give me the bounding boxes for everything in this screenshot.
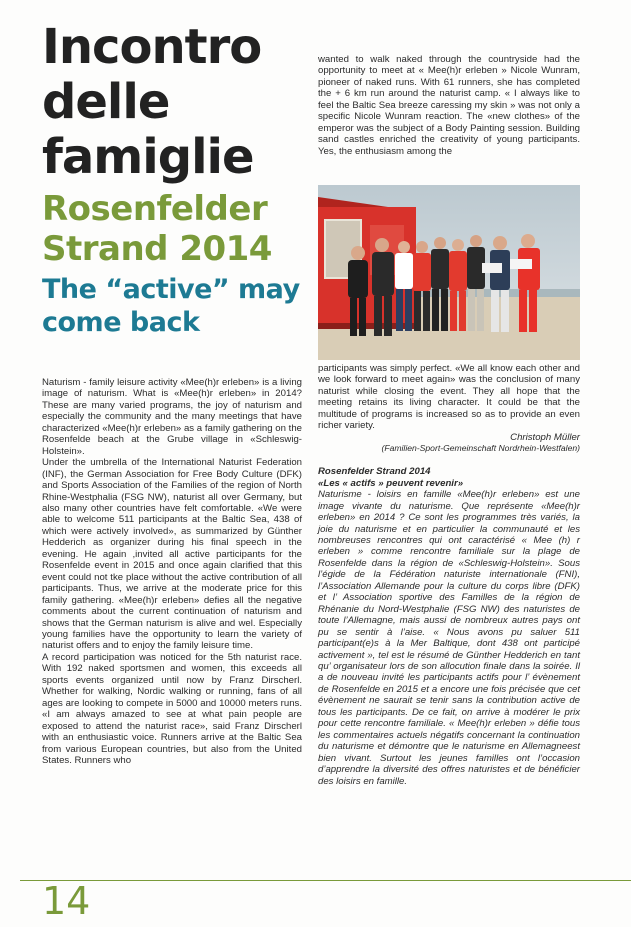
body-paragraph: participants was simply perfect. «We all know each other and we look forward to meet again» was the conclusion of many naturist while closing the event. They all hope that the meeting retains its living character. It could be that the multitude of programs is increased so as to provide an even richer variety. bbox=[318, 363, 580, 432]
body-paragraph: A record participation was noticed for the 5th naturist race. With 192 naked sportsmen and women, this exceeds all sports events organized until now by Franz Dirscherl. Whether for walking, Nordic walking or running, fans of all ages are looking to compete in 5000 and 10000 meters runs. «I am always amazed to see at what pain people are exposed to attend the naturist race», said Franz Dirscherl with an enthusiastic voice. Runners arrive at the Baltic Sea from various European countries, but also from the United States. Runners who bbox=[42, 651, 302, 766]
french-subtitle: «Les « actifs » peuvent revenir» bbox=[318, 477, 464, 489]
group-photo-illustration bbox=[318, 185, 580, 360]
right-column bbox=[318, 54, 580, 157]
page-number: 14 bbox=[42, 879, 91, 923]
french-paragraph: Naturisme - loisirs en famille «Mee(h)r erleben» est une image vivante du naturisme. Que représente «Mee(h)r erleben» en 2014 ? Ce sont les programmes très variés, la joie du naturisme et en particulier la communauté et les nombreuses rencontres qui ont caractérisé « Mee (h) r erleben » comme rencontre familiale sur la plage de Rosenfelde dans la région de «Schleswig-Holstein». Sous l’égide de la Fédération naturiste internationale (FNI), l’Association Allemande pour la culture du corps libre (DFK) et l’ Association sportive des Familles de la région de Rhénanie du Nord-Westphalie (FSG NW) des naturistes de toute l’Allemagne, mais aussi de nombreux autres pays ont pu se sentir à l’aise. « Nous avons pu saluer 511 participant(e)s à la Mer Baltique, dont 438 ont participé activement », tel est le résumé de Günther Hedderich en tant qu’ organisateur lors de son allocution finale dans la soirée. Il a de nouveau invité les participants actifs pour l’ évènement de Rosenfelde en 2015 et a encore une fois précisée que cet évènement ne saurait se tenir sans la contribution active de tous les participants. De ce fait, on arrive à modérer le prix pour cette rencontre familiale. « Mee(h)r erleben » défie tous les commentaires actuels négatifs concernant la continuation du naturisme et démontre que le naturisme en Allemagneest bien vivant. Surtout les jeunes familles ont l’occasion d’apprendre la diversité des offres naturistes et de bénéficier des loisirs en famille. bbox=[318, 489, 580, 787]
right-column-continued bbox=[318, 363, 580, 787]
footer-rule bbox=[20, 880, 631, 881]
french-title: Rosenfelder Strand 2014 bbox=[318, 466, 431, 478]
article-subtitle: Rosenfelder Strand 2014 bbox=[42, 189, 272, 269]
article-title: Incontro delle famiglie bbox=[42, 19, 262, 185]
body-paragraph: Naturism - family leisure activity «Mee(h)r erleben» is a living image of naturism. What is «Mee(h)r erleben» in 2014? These are many varied programs, the joy of naturism and especially the community and the many meetings that have characterized «Mee(h)r erleben» as a family gathering on the Rosenfelde beach at the Grube village in «Schleswig-Holstein». bbox=[42, 377, 302, 457]
group-photo bbox=[318, 185, 580, 360]
body-paragraph: wanted to walk naked through the countryside had the opportunity to meet at « Mee(h)r erleben » Nicole Wunram, pioneer of naked runs. With 61 runners, she has completed the + 6 km run around the naturist camp. « I always like to feel the Baltic Sea breeze caressing my skin » was not only a specific Nicole Wunram reaction. The «new clothes» of the emperor was the subject of a Body Painting session. Building sand castles enriched the creativity of young participants. Yes, the enthusiasm among the bbox=[318, 54, 580, 157]
author-association: (Familien-Sport-Gemeinschaft Nordrhein-Westfalen) bbox=[381, 443, 580, 454]
french-section bbox=[318, 466, 580, 787]
article-subsubtitle: The “active” may come back bbox=[42, 274, 300, 338]
headline-block bbox=[42, 20, 302, 339]
english-body-left bbox=[42, 377, 302, 766]
author-signature: Christoph Müller bbox=[510, 431, 580, 443]
body-paragraph: Under the umbrella of the International Naturist Federation (INF), the German Association for Free Body Culture (DFK) and Sports Association of the Families of the region of North Rhine-Westphalia (FSG NW), naturist all over Germany, but also many other countries have felt comfortable. «We were able to welcome 511 participants at the Baltic Sea, 438 of which were actively involved», as summarized by Günther Hedderich as organizer during his final speech in the evening. He again ,invited all active participants for the Rosenfelde event in 2015 and once again clarified that this event could not tke place without the active contribution of all participants. Thus, we arrive at the moderate price for this family gathering. «Mee(h)r erleben» defies all the negative comments about the current continuation of naturism and shows that the German naturism is alive and wel. Especially young families have the opportunity to learn the variety of naturist offers and to enjoy the family leisure time. bbox=[42, 457, 302, 652]
